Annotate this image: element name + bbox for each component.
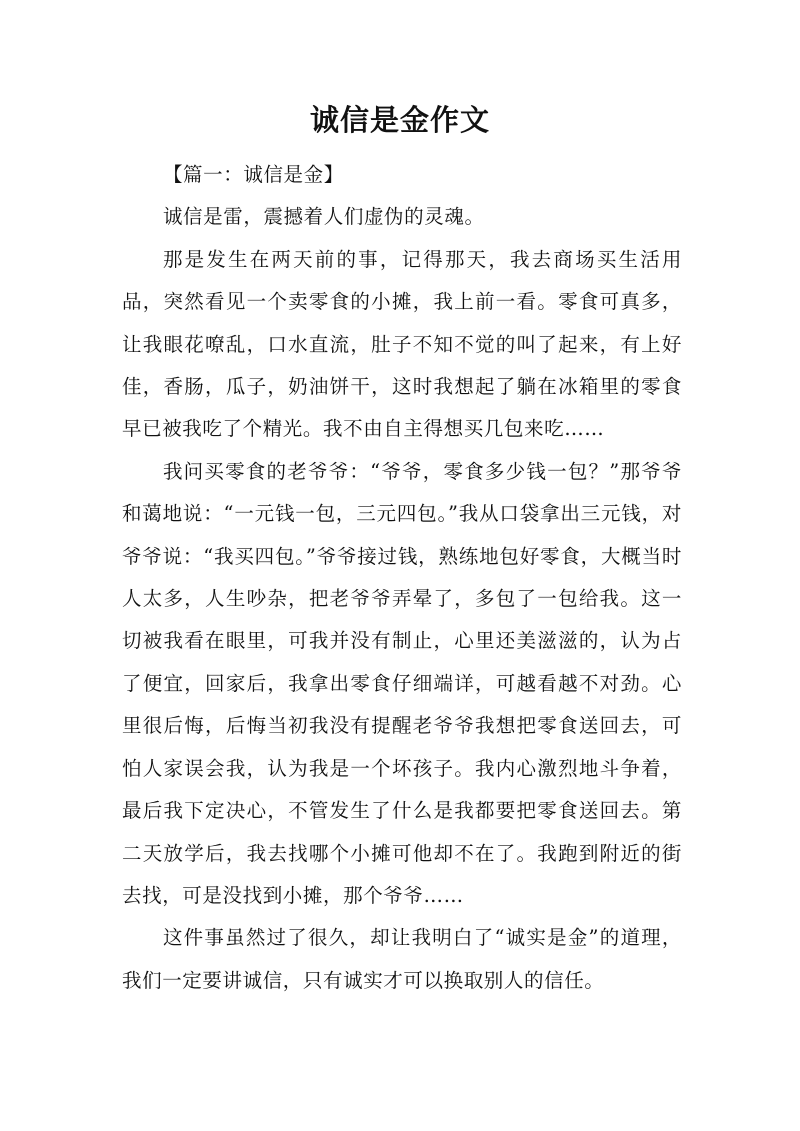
paragraph: 我问买零食的老爷爷：“爷爷，零食多少钱一包？”那爷爷和蔼地说：“一元钱一包，三元四包。”我从口袋拿出三元钱，对爷爷说：“我买四包。”爷爷接过钱，熟练地包好零食，大概当时人太多，人生吵杂，把老爷爷弄晕了，多包了一包给我。这一切被我看在眼里，可我并没有制止，心里还美滋滋的，认为占了便宜，回家后，我拿出零食仔细端详，可越看越不对劲。心里很后悔，后悔当初我没有提醒老爷爷我想把零食送回去，可怕人家误会我，认为我是一个坏孩子。我内心激烈地斗争着，最后我下定决心，不管发生了什么是我都要把零食送回去。第二天放学后，我去找哪个小摊可他却不在了。我跑到附近的街去找，可是没找到小摊，那个爷爷……: [122, 459, 682, 907]
paragraph: 这件事虽然过了很久，却让我明白了“诚实是金”的道理，我们一定要讲诚信，只有诚实才可以换取别人的信任。: [122, 926, 682, 992]
paragraph: 那是发生在两天前的事，记得那天，我去商场买生活用品，突然看见一个卖零食的小摊，我上前一看。零食可真多，让我眼花嘹乱，口水直流，肚子不知不觉的叫了起来，有上好佳，香肠，瓜子，奶油饼干，这时我想起了躺在冰箱里的零食早已被我吃了个精光。我不由自主得想买几包来吃……: [122, 247, 682, 441]
section-heading: 【篇一：诚信是金】: [162, 163, 344, 186]
document-body: [122, 154, 682, 1002]
paragraph: 诚信是雷，震撼着人们虚伪的灵魂。: [162, 205, 485, 229]
document-title: 诚信是金作文: [309, 103, 490, 137]
